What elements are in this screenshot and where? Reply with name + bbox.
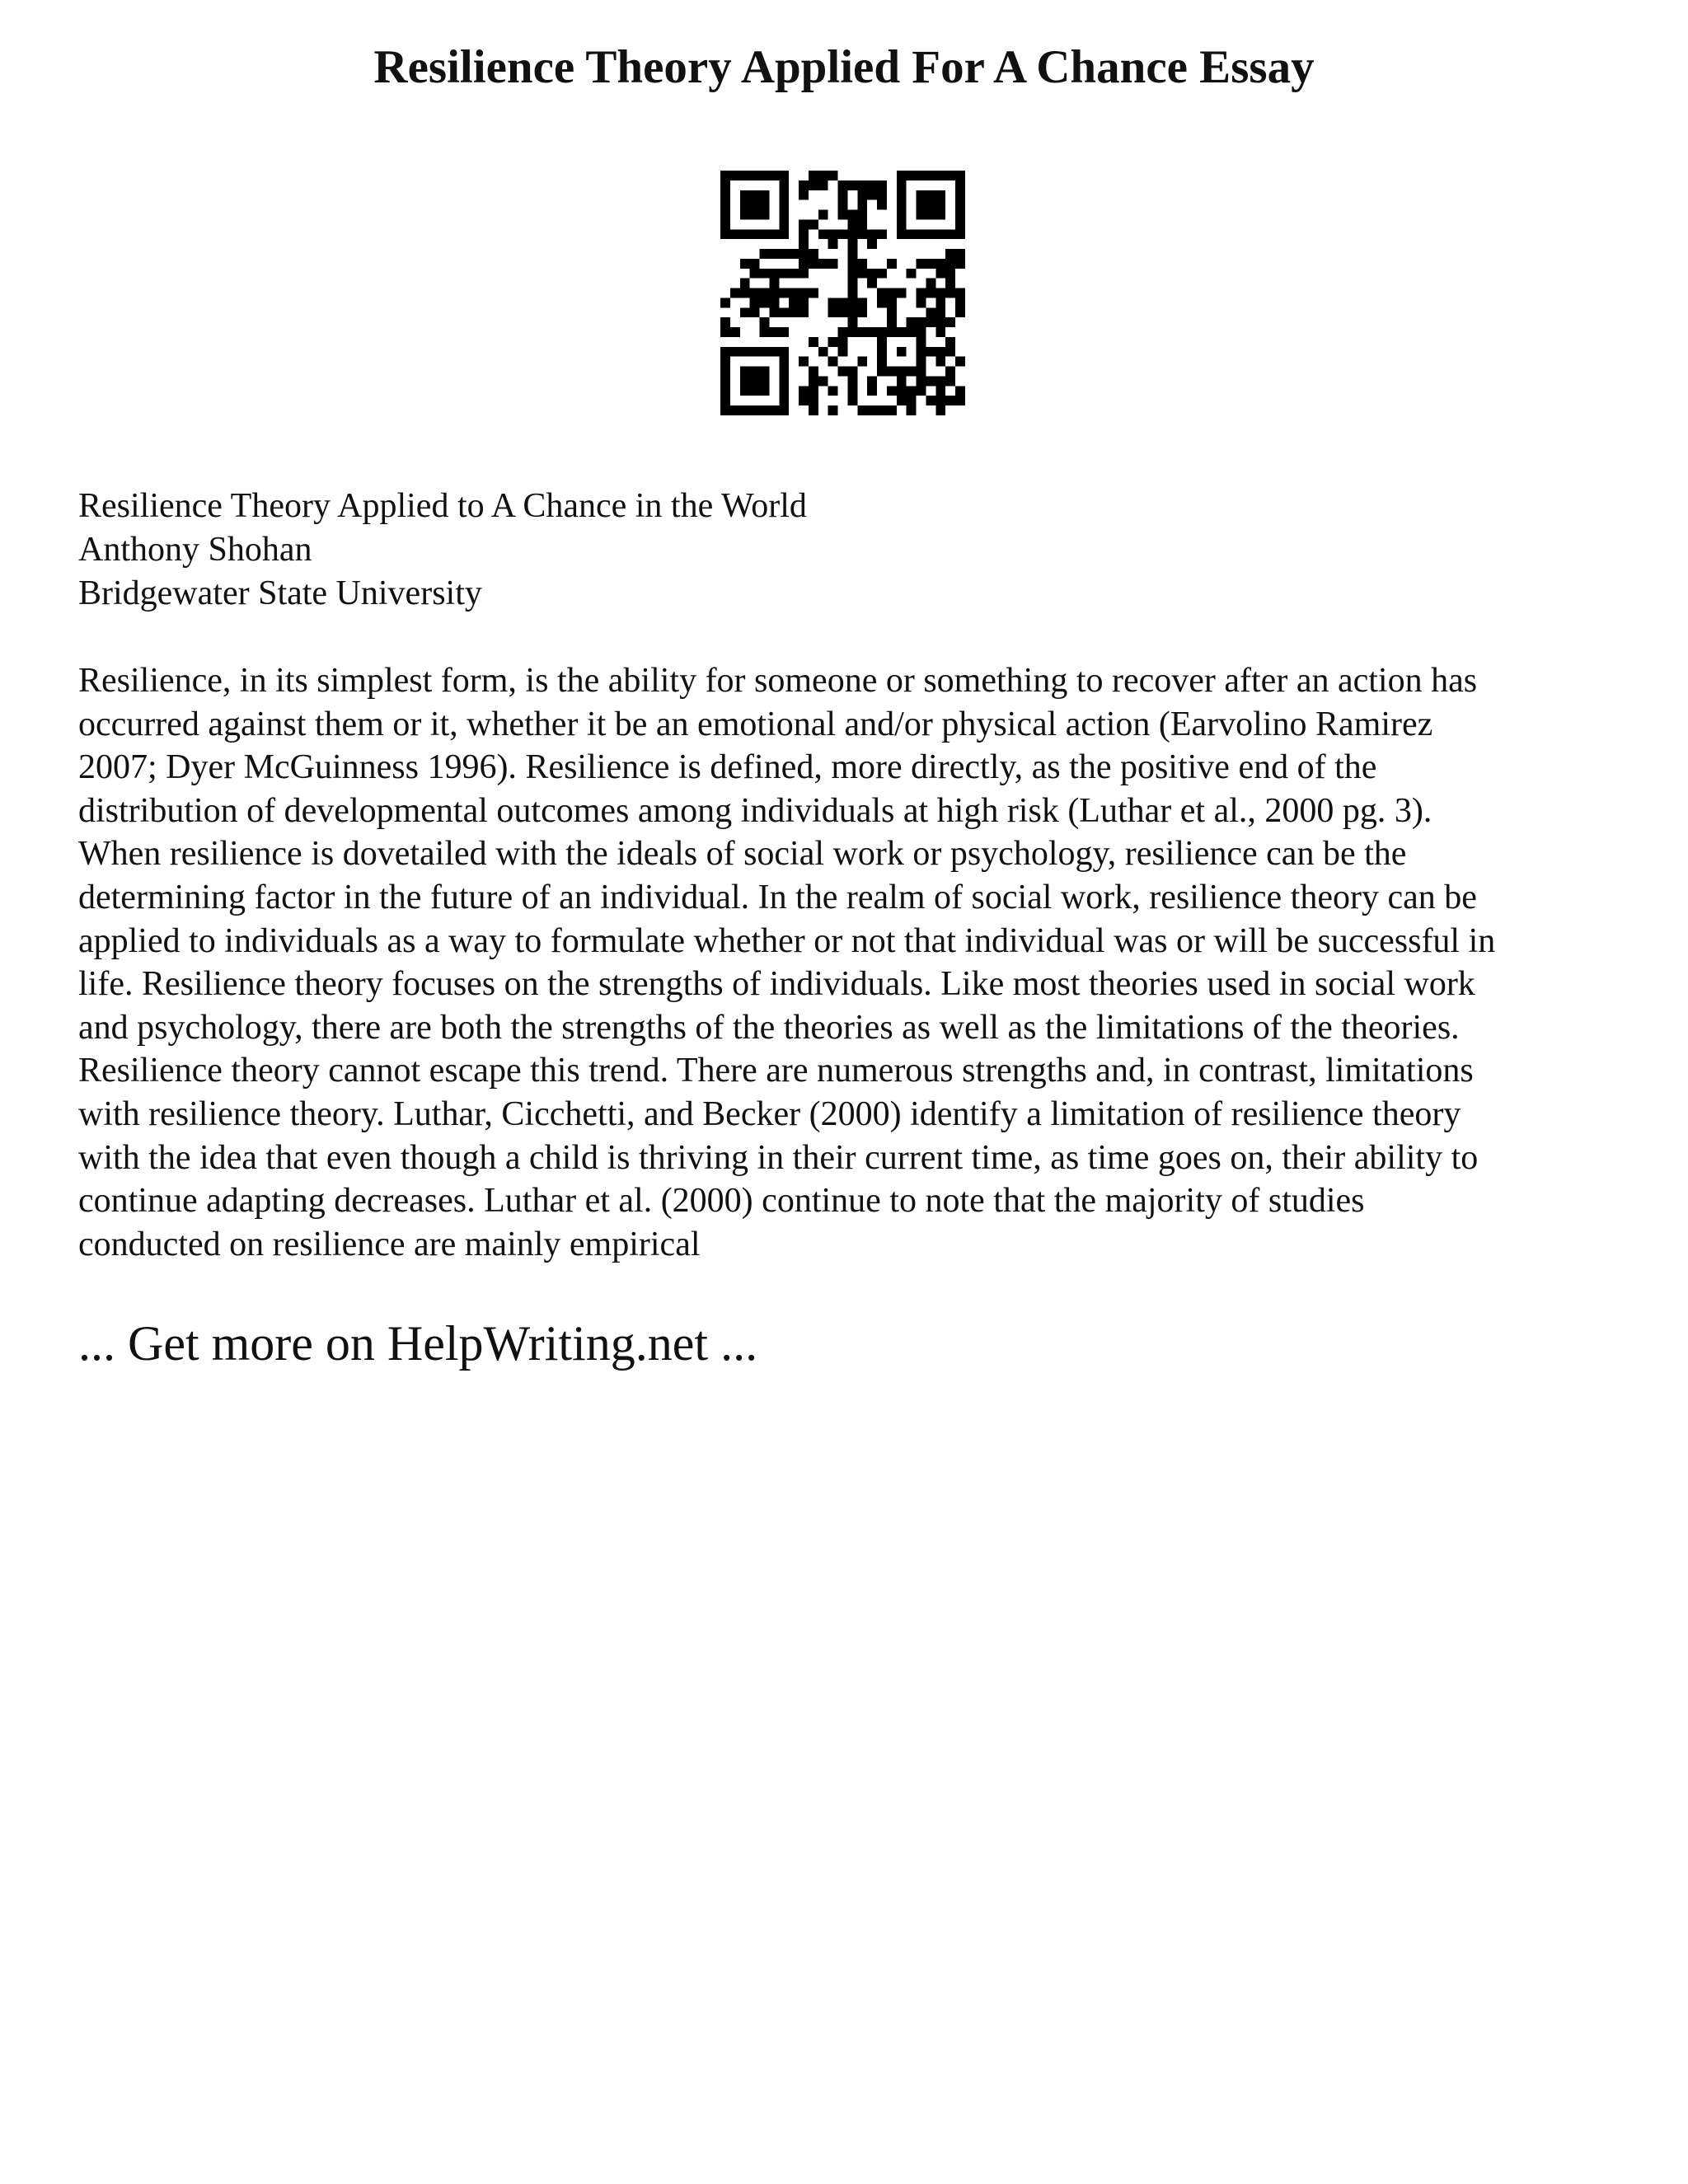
body-line: determining factor in the future of an individual. In the realm of social work, resilience theory can be bbox=[78, 878, 1477, 916]
qr-code-graphic bbox=[720, 171, 965, 415]
body-line: Resilience, in its simplest form, is the ability for someone or something to recover after an action has bbox=[78, 662, 1478, 700]
essay-body bbox=[78, 659, 1644, 1266]
qr-code-icon bbox=[720, 171, 965, 415]
body-line: with the idea that even though a child is thriving in their current time, as time goes on, their ability to bbox=[78, 1138, 1479, 1177]
body-line: When resilience is dovetailed with the ideals of social work or psychology, resilience can be the bbox=[78, 835, 1407, 874]
body-line: Resilience theory cannot escape this trend. There are numerous strengths and, in contrast, limitations bbox=[78, 1052, 1474, 1090]
body-line: life. Resilience theory focuses on the strengths of individuals. Like most theories used in social work bbox=[78, 965, 1475, 1004]
essay-author: Anthony Shohan bbox=[78, 531, 312, 569]
page-title: Resilience Theory Applied For A Chance Essay bbox=[373, 41, 1315, 93]
body-line: 2007; Dyer McGuinness 1996). Resilience is defined, more directly, as the positive end of the bbox=[78, 748, 1377, 787]
body-line: applied to individuals as a way to formulate whether or not that individual was or will be successful in bbox=[78, 921, 1496, 960]
essay-institution: Bridgewater State University bbox=[78, 574, 482, 612]
body-line: distribution of developmental outcomes among individuals at high risk (Luthar et al., 2000 pg. 3). bbox=[78, 791, 1432, 830]
body-line: with resilience theory. Luthar, Cicchetti, and Becker (2000) identify a limitation of resilience theory bbox=[78, 1094, 1461, 1133]
body-line: and psychology, there are both the strengths of the theories as well as the limitations of the theories. bbox=[78, 1008, 1460, 1047]
essay-subtitle: Resilience Theory Applied to A Chance in the World bbox=[78, 487, 807, 525]
body-line: continue adapting decreases. Luthar et al. (2000) continue to note that the majority of studies bbox=[78, 1182, 1365, 1221]
essay-meta bbox=[78, 485, 1611, 616]
body-line: conducted on resilience are mainly empirical bbox=[78, 1225, 701, 1263]
get-more-link[interactable]: ... Get more on HelpWriting.net ... bbox=[78, 1316, 758, 1371]
body-line: occurred against them or it, whether it be an emotional and/or physical action (Earvolino Ramirez bbox=[78, 705, 1433, 743]
